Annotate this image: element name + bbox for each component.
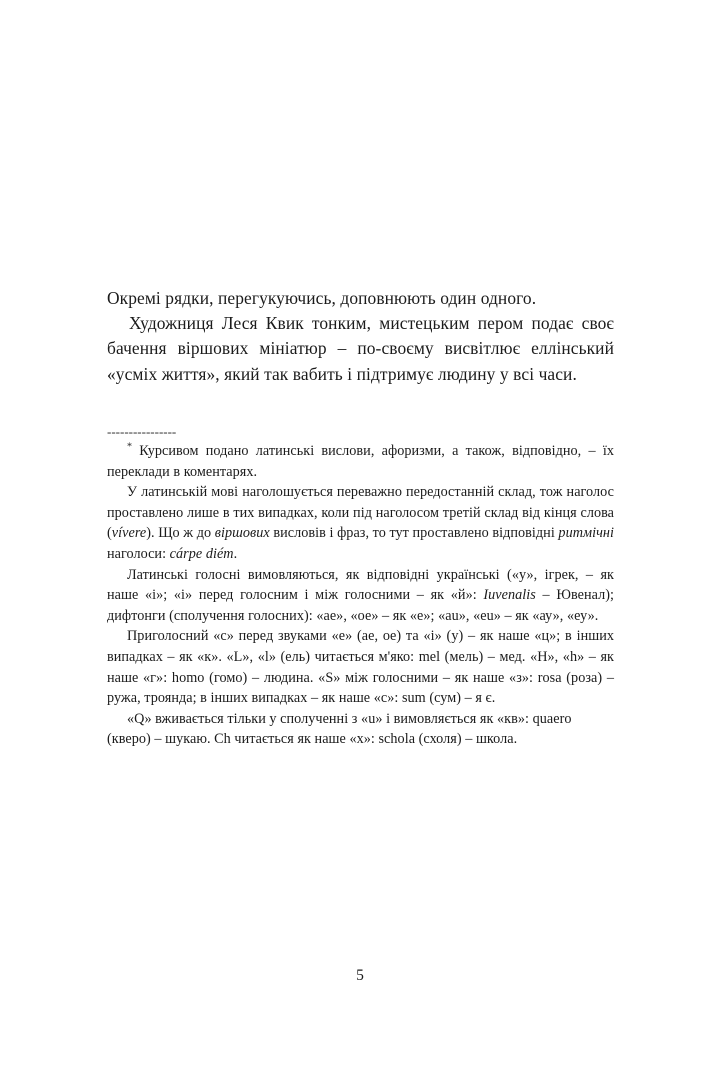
footnote-separator-rule: ----------------	[107, 425, 177, 438]
body-text-block	[107, 286, 614, 387]
note-paragraph-3: Латинські голосні вимовляються, як відповідні українські («у», ігрек, – як наше «і»; «і» перед голосним і між голосними – як «й»: Iuvenalis – Ювенал); дифтонги (сполучення голосних): «ае», «ое» – як «е»; «au», «eu» – як «ау», «еу».	[107, 566, 614, 624]
footnote-marker: *	[127, 441, 133, 453]
body-paragraph-2: Художниця Леся Квик тонким, мистецьким пером подає своє бачення віршових мініатюр – по-своєму висвітлює еллінський «усміх життя», який так вабить і підтримує людину у всі часи.	[107, 313, 614, 384]
body-paragraph-1: Окремі рядки, перегукуючись, доповнюють один одного.	[107, 288, 537, 308]
note-paragraph-5: «Q» вживається тільки у сполученні з «u» і вимовляється як «кв»: quaero (кверо) – шукаю. Ch читається як наше «х»: schola (схоля) – школа.	[107, 710, 572, 748]
italic-term: віршових	[214, 525, 270, 542]
italic-term: Iuvenalis	[483, 587, 536, 604]
italic-term: cárpe diém	[169, 545, 234, 562]
note-paragraph-2: У латинській мові наголошується переважно передостанній склад, тож наголос проставлено лише в тих випадках, коли під наголосом третій склад від кінця слова (vívere). Що ж до віршових висловів і фраз, то тут проставлено відповідні ритмічні наголоси: cárpe diém.	[107, 484, 614, 562]
notes-text-block	[107, 441, 614, 750]
page-number: 5	[356, 967, 364, 984]
note-paragraph-4: Приголосний «с» перед звуками «е» (ae, oe) та «і» (у) – як наше «ц»; в інших випадках – як «к». «L», «l» (ель) читається м'яко: mel (мель) – мед. «H», «h» – як наше «г»: homo (гомо) – людина. «S» між голосними – як наше «з»: rosa (роза) – ружа, троянда; в інших випадках – як наше «с»: sum (сум) – я є.	[107, 628, 614, 707]
italic-term: ритмічні	[558, 525, 614, 542]
italic-term: vívere	[111, 525, 147, 542]
note-paragraph-1: * Курсивом подано латинські вислови, афоризми, а також, відповідно, – їх переклади в коментарях.	[107, 441, 614, 480]
